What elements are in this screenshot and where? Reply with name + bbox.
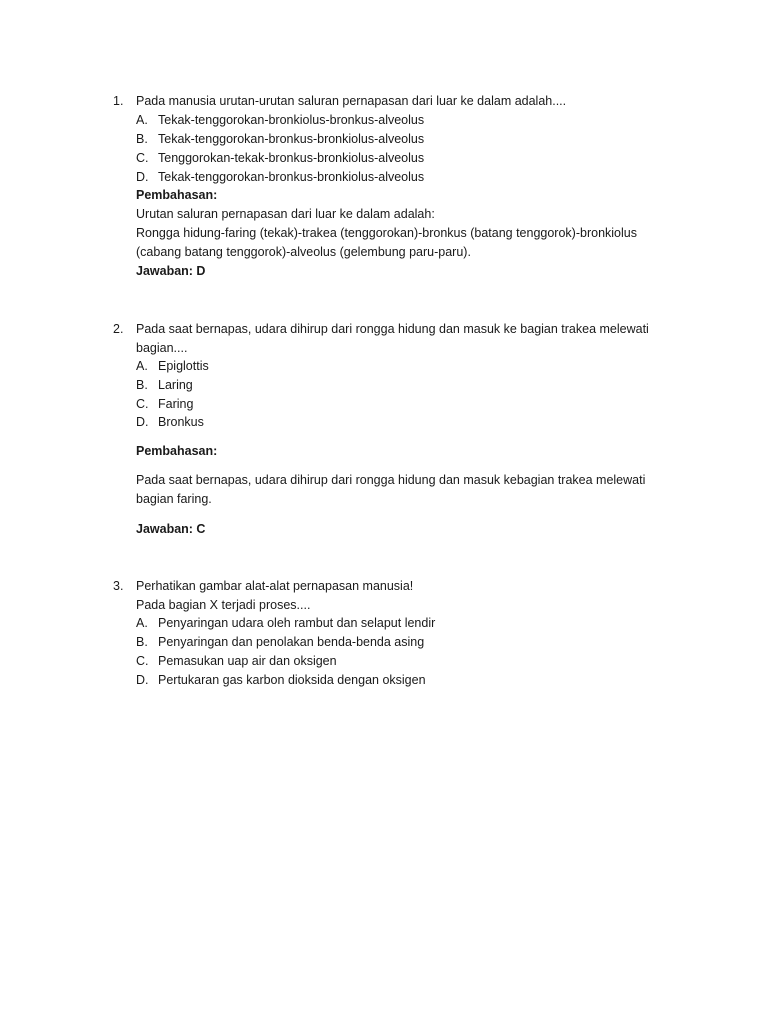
option-letter: A. <box>136 359 148 373</box>
discussion-text: Urutan saluran pernapasan dari luar ke dalam adalah: <box>136 207 435 221</box>
answer-label: Jawaban: D <box>136 264 206 278</box>
question-stem: Pada bagian X terjadi proses.... <box>136 598 311 612</box>
option-text: Pemasukan uap air dan oksigen <box>158 654 337 668</box>
question-number: 2. <box>113 322 124 336</box>
discussion-label: Pembahasan: <box>136 444 218 458</box>
option-text: Bronkus <box>158 415 204 429</box>
option-letter: A. <box>136 113 148 127</box>
discussion-text: (cabang batang tenggorok)-alveolus (gelembung paru-paru). <box>136 245 471 259</box>
option-text: Pertukaran gas karbon dioksida dengan oksigen <box>158 673 426 687</box>
option-text: Penyaringan dan penolakan benda-benda asing <box>158 635 425 649</box>
discussion-text: Rongga hidung-faring (tekak)-trakea (tenggorokan)-bronkus (batang tenggorok)-bronkiolus <box>136 226 637 240</box>
option-text: Faring <box>158 397 194 411</box>
option-letter: B. <box>136 132 148 146</box>
option-text: Laring <box>158 378 193 392</box>
option-letter: B. <box>136 378 148 392</box>
question-stem: Pada manusia urutan-urutan saluran pernapasan dari luar ke dalam adalah.... <box>136 94 567 108</box>
option-text: Tekak-tenggorokan-bronkus-bronkiolus-alveolus <box>158 170 425 184</box>
option-letter: C. <box>136 654 149 668</box>
question-stem: bagian.... <box>136 341 188 355</box>
option-text: Epiglottis <box>158 359 209 373</box>
option-text: Penyaringan udara oleh rambut dan selaput lendir <box>158 616 436 630</box>
answer-label: Jawaban: C <box>136 522 206 536</box>
discussion-label: Pembahasan: <box>136 188 218 202</box>
option-letter: D. <box>136 415 149 429</box>
discussion-text: bagian faring. <box>136 492 212 506</box>
option-text: Tekak-tenggorokan-bronkus-bronkiolus-alveolus <box>158 132 425 146</box>
question-stem: Pada saat bernapas, udara dihirup dari rongga hidung dan masuk ke bagian trakea melewati <box>136 322 649 336</box>
option-text: Tenggorokan-tekak-bronkus-bronkiolus-alveolus <box>158 151 425 165</box>
option-letter: D. <box>136 170 149 184</box>
option-text: Tekak-tenggorokan-bronkiolus-bronkus-alveolus <box>158 113 425 127</box>
question-number: 3. <box>113 579 124 593</box>
question-stem: Perhatikan gambar alat-alat pernapasan manusia! <box>136 579 414 593</box>
discussion-text: Pada saat bernapas, udara dihirup dari rongga hidung dan masuk kebagian trakea melewati <box>136 473 646 487</box>
option-letter: B. <box>136 635 148 649</box>
option-letter: A. <box>136 616 148 630</box>
option-letter: D. <box>136 673 149 687</box>
option-letter: C. <box>136 397 149 411</box>
option-letter: C. <box>136 151 149 165</box>
question-number: 1. <box>113 94 124 108</box>
